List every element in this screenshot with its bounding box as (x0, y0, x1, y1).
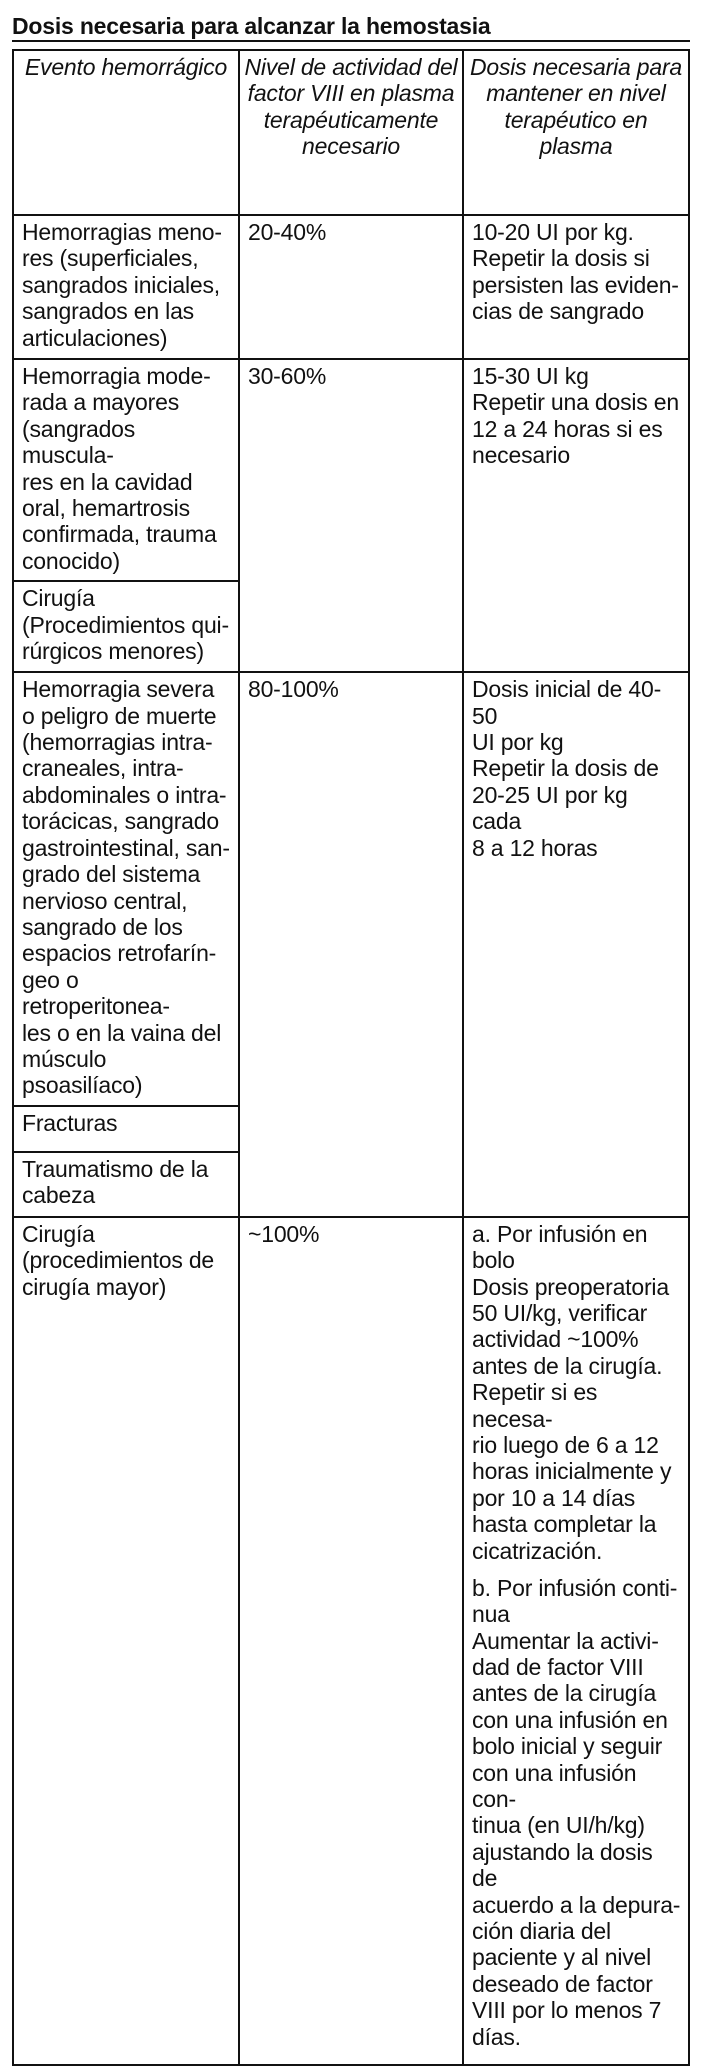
table-row-major-surgery (13, 1217, 689, 1572)
cell-dose-minor: 10-20 UI por kg. Repetir la dosis si persisten las eviden- cias de sangrado (463, 215, 689, 359)
cell-event-severe: Hemorragia severa o peligro de muerte (hemorragias intra- craneales, intra- abdominales o intra- torácicas, sangrado gastrointestinal, san- grado del sistema nervioso central, sangrado de los espacios retrofarín- geo o retroperitonea- les o en la vaina del músculo psoasilíaco) (13, 672, 239, 1106)
header-dose: Dosis necesaria para mantener en nivel terapéutico en plasma (463, 50, 689, 215)
cell-event-minor: Hemorragias meno- res (superficiales, sangrados iniciales, sangrados en las articulaciones) (13, 215, 239, 359)
header-event: Evento hemorrágico (13, 50, 239, 215)
header-level: Nivel de actividad del factor VIII en plasma terapéuticamente necesario (239, 50, 463, 215)
cell-event-moderate: Hemorragia mode- rada a mayores (sangrados muscula- res en la cavidad oral, hemartrosis confirmada, trauma conocido) (13, 359, 239, 581)
cell-event-head-trauma: Traumatismo de la cabeza (13, 1152, 239, 1217)
cell-level-severe: 80-100% (239, 672, 463, 1217)
cell-level-minor: 20-40% (239, 215, 463, 359)
cell-dose-continuous: b. Por infusión conti- nua Aumentar la activi- dad de factor VIII antes de la cirugía con una infusión en bolo inicial y seguir con una infusión con- tinua (en UI/h/kg) ajustando la dosis de acuerdo a la depura- ción diaria del paciente y al nivel deseado de factor VIII por lo menos 7 días. (463, 1572, 689, 2065)
cell-event-fractures: Fracturas (13, 1106, 239, 1152)
cell-event-minor-surgery: Cirugía (Procedimientos qui- rúrgicos menores) (13, 581, 239, 672)
cell-dose-severe: Dosis inicial de 40-50 UI por kg Repetir la dosis de 20-25 UI por kg cada 8 a 12 horas (463, 672, 689, 1217)
cell-dose-bolus: a. Por infusión en bolo Dosis preoperatoria 50 UI/kg, verificar actividad ~100% antes de la cirugía. Repetir si es necesa- rio luego de 6 a 12 horas inicialmente y por 10 a 14 días hasta completar la cicatrización. (463, 1217, 689, 1572)
dosing-table (12, 49, 690, 2066)
header-row (13, 50, 689, 215)
cell-level-major-surgery: ~100% (239, 1217, 463, 2065)
cell-level-moderate: 30-60% (239, 359, 463, 672)
table-row-severe (13, 672, 689, 1106)
cell-event-major-surgery: Cirugía (procedimientos de cirugía mayor) (13, 1217, 239, 2065)
table-row-moderate (13, 359, 689, 581)
table-title: Dosis necesaria para alcanzar la hemostasia (12, 12, 690, 42)
table-row-minor (13, 215, 689, 359)
cell-dose-moderate: 15-30 UI kg Repetir una dosis en 12 a 24 horas si es necesario (463, 359, 689, 672)
